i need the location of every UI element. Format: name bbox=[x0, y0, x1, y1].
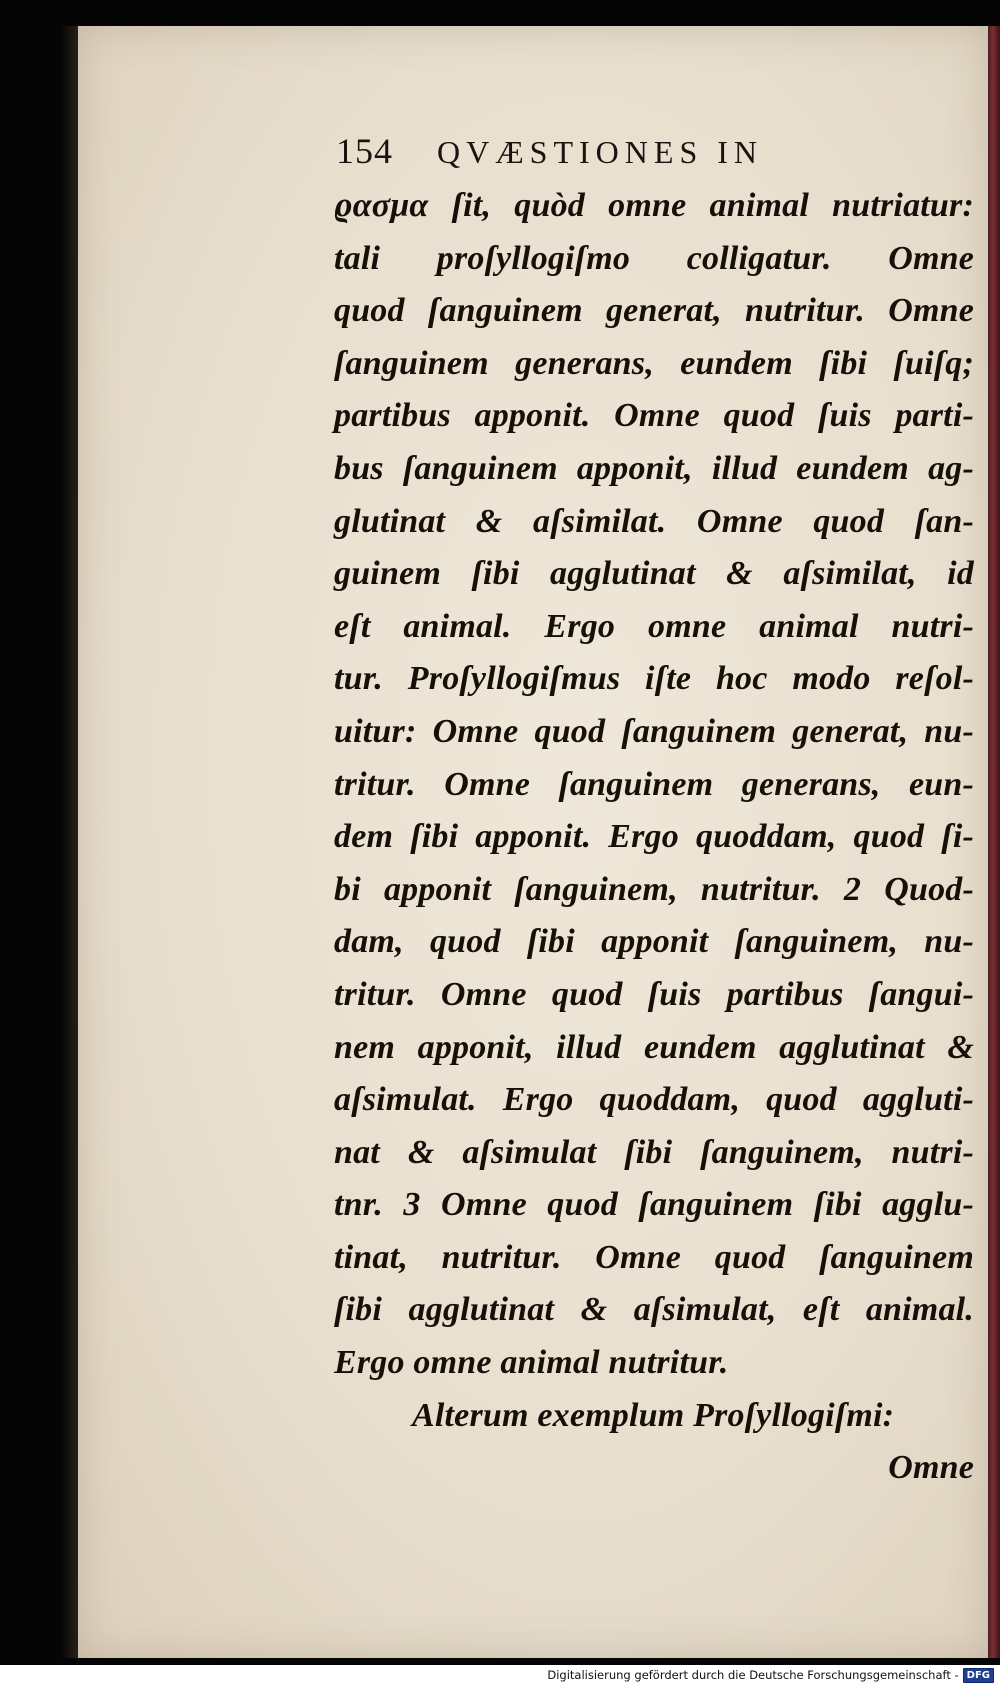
catchword: Omne bbox=[888, 1449, 974, 1487]
text-line: uitur: Omne quod ſanguinem generat, nu- bbox=[334, 712, 974, 750]
running-head: QVÆSTIONES IN bbox=[437, 134, 763, 170]
text-line: guinem ſibi agglutinat & aſsimilat, id bbox=[334, 555, 974, 593]
text-line: bi apponit ſanguinem, nutritur. 2 Quod- bbox=[334, 870, 974, 908]
body-text bbox=[334, 180, 974, 1495]
text-line: tinat, nutritur. Omne quod ſanguinem bbox=[334, 1238, 974, 1276]
page-gutter-shadow bbox=[60, 26, 80, 1658]
funding-notice: Digitalisierung gefördert durch die Deutsche Forschungsgemeinschaft - bbox=[547, 1668, 959, 1682]
text-line: Ergo omne animal nutritur. bbox=[334, 1344, 729, 1382]
digitization-footer bbox=[0, 1665, 1000, 1685]
text-line: aſsimulat. Ergo quoddam, quod aggluti- bbox=[334, 1081, 974, 1119]
text-line: nem apponit, illud eundem agglutinat & bbox=[334, 1028, 974, 1066]
text-line: tur. Proſyllogiſmus iſte hoc modo reſol- bbox=[334, 660, 974, 698]
text-line: dam, quod ſibi apponit ſanguinem, nu- bbox=[334, 923, 974, 961]
dfg-logo: DFG bbox=[963, 1668, 994, 1683]
text-line: ϱασμα ſit, quòd omne animal nutriatur: bbox=[334, 187, 974, 224]
text-line: tali proſyllogiſmo colligatur. Omne bbox=[334, 239, 974, 277]
text-line: glutinat & aſsimilat. Omne quod ſan- bbox=[334, 502, 974, 540]
text-line: tritur. Omne quod ſuis partibus ſangui- bbox=[334, 975, 974, 1013]
page-number: 154 bbox=[336, 131, 393, 171]
book-cover-edge bbox=[988, 26, 1000, 1658]
text-line: bus ſanguinem apponit, illud eundem ag- bbox=[334, 449, 974, 487]
text-line: dem ſibi apponit. Ergo quoddam, quod ſi- bbox=[334, 818, 974, 856]
text-line: nat & aſsimulat ſibi ſanguinem, nutri- bbox=[334, 1133, 974, 1171]
text-line: ſanguinem generans, eundem ſibi ſuiſq; bbox=[334, 344, 974, 382]
text-line-indented: Alterum exemplum Proſyllogiſmi: bbox=[412, 1396, 895, 1434]
text-line: tritur. Omne ſanguinem generans, eun- bbox=[334, 765, 974, 803]
page-header bbox=[336, 130, 896, 178]
text-line: eſt animal. Ergo omne animal nutri- bbox=[334, 607, 974, 645]
text-line: quod ſanguinem generat, nutritur. Omne bbox=[334, 292, 974, 330]
text-line: ſibi agglutinat & aſsimulat, eſt animal. bbox=[334, 1291, 974, 1329]
text-line: tnr. 3 Omne quod ſanguinem ſibi agglu- bbox=[334, 1186, 974, 1224]
text-line: partibus apponit. Omne quod ſuis parti- bbox=[334, 397, 974, 435]
